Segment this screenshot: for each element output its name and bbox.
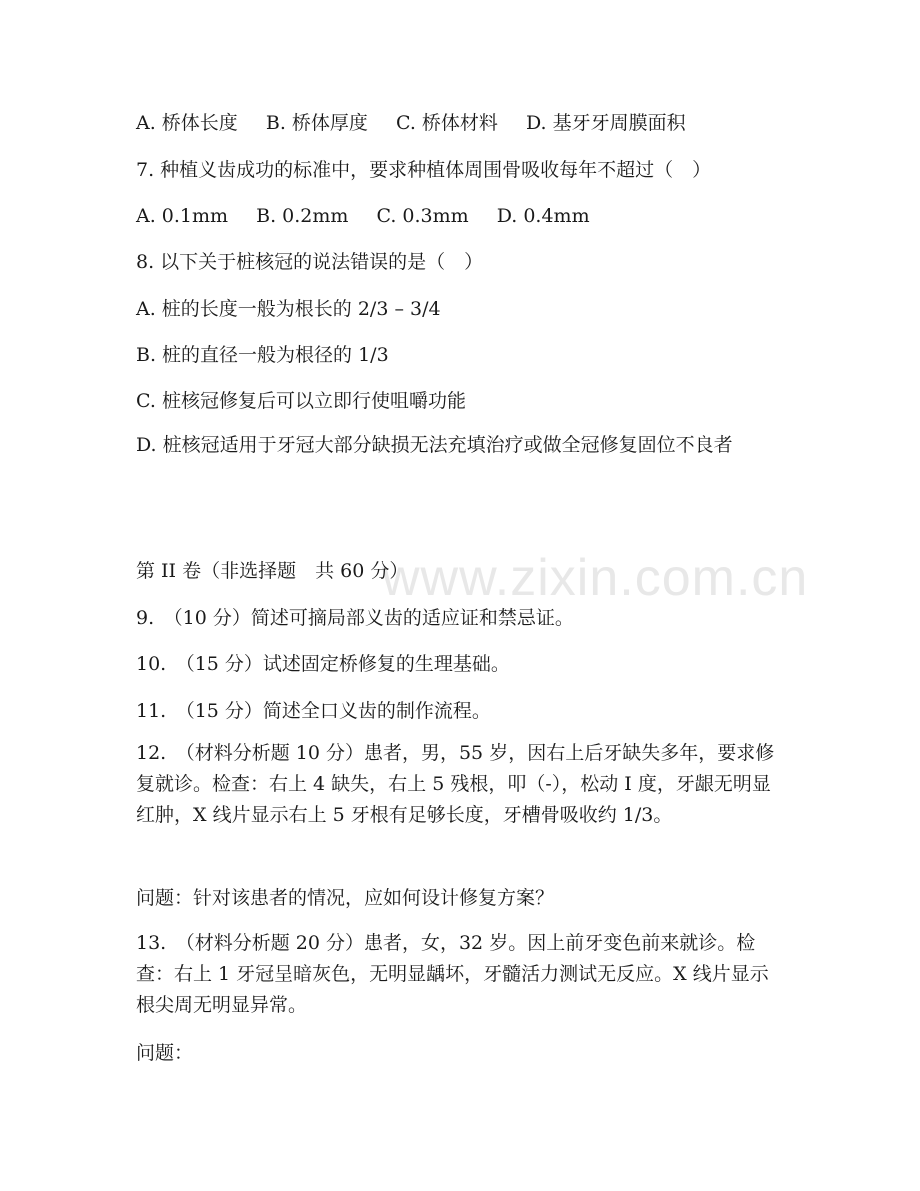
- q10-question: 10. （15 分）试述固定桥修复的生理基础。: [136, 653, 510, 675]
- q6-option-d: D. 基牙牙周膜面积: [525, 112, 686, 134]
- q9-question: 9. （10 分）简述可摘局部义齿的适应证和禁忌证。: [136, 607, 574, 629]
- q7-option-a: A. 0.1mm: [136, 205, 229, 227]
- q8-option-d: D. 桩核冠适用于牙冠大部分缺损无法充填治疗或做全冠修复固位不良者: [136, 434, 733, 456]
- q8-option-a: A. 桩的长度一般为根长的 2/3 – 3/4: [136, 298, 441, 320]
- q6-options: [136, 108, 786, 138]
- watermark: www.zixin.com.cn: [382, 549, 809, 607]
- q6-option-c: C. 桥体材料: [395, 112, 498, 134]
- q8-option-c: C. 桩核冠修复后可以立即行使咀嚼功能: [136, 390, 466, 412]
- q7-question: 7. 种植义齿成功的标准中，要求种植体周围骨吸收每年不超过（ ）: [136, 159, 712, 181]
- q8-question: 8. 以下关于桩核冠的说法错误的是（ ）: [136, 251, 484, 273]
- q7-option-d: D. 0.4mm: [496, 205, 590, 227]
- q8-option-b: B. 桩的直径一般为根径的 1/3: [136, 344, 389, 366]
- q6-option-a: A. 桥体长度: [136, 112, 238, 134]
- q13-text: 13. （材料分析题 20 分）患者，女，32 岁。因上前牙变色前来就诊。检查：右上 1 牙冠呈暗灰色，无明显龋坏，牙髓活力测试无反应。X 线片显示根尖周无明显异常。: [136, 932, 769, 1016]
- q7-options: [136, 201, 786, 231]
- q6-option-b: B. 桥体厚度: [265, 112, 368, 134]
- section2-title: 第 II 卷（非选择题 共 60 分）: [136, 560, 409, 582]
- q13-prompt: 问题：: [136, 1042, 194, 1064]
- q7-option-c: C. 0.3mm: [376, 205, 469, 227]
- q11-question: 11. （15 分）简述全口义齿的制作流程。: [136, 700, 491, 722]
- q12-text: 12. （材料分析题 10 分）患者，男，55 岁，因右上后牙缺失多年，要求修复就诊。检查：右上 4 缺失，右上 5 残根，叩（-），松动 I 度，牙龈无明显红肿，X 线片显示右上 5 牙根有足够长度，牙槽骨吸收约 1/3。: [136, 742, 775, 826]
- q12-prompt: 问题：针对该患者的情况，应如何设计修复方案？: [136, 887, 555, 909]
- q7-option-b: B. 0.2mm: [256, 205, 349, 227]
